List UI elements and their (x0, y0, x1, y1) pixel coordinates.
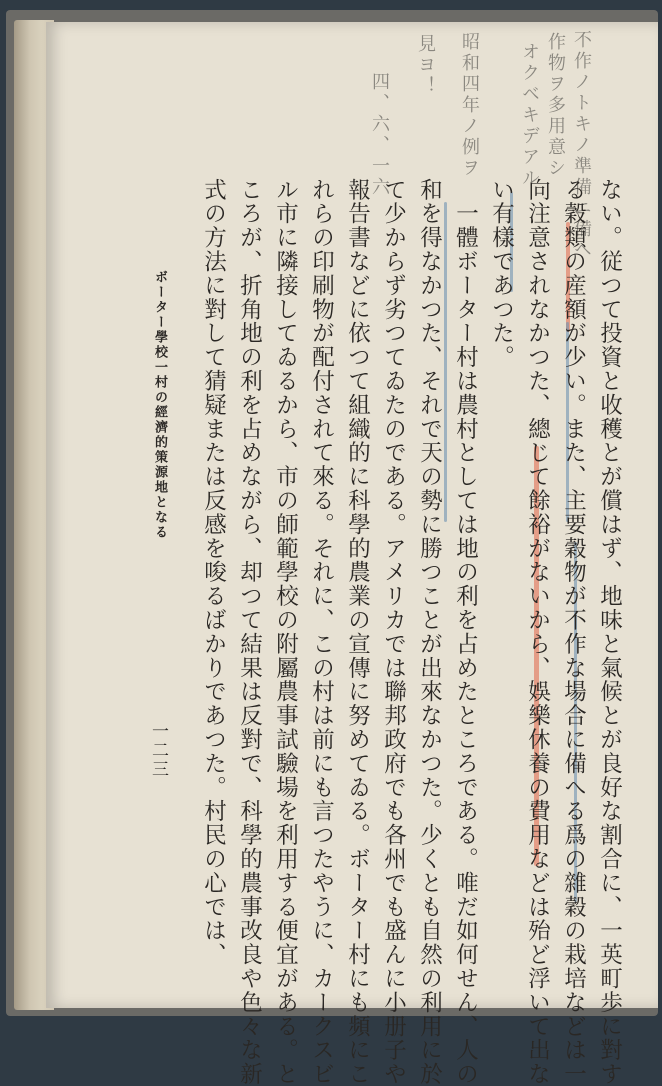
text-line: れらの印刷物が配付されて來る。それに、この村は前にも言つたやうに、カークスビ (308, 178, 335, 1086)
handwritten-note: 四、六、一六 (369, 72, 390, 198)
text-line: 式の方法に對して猜疑または反感を唆るばかりであつた。村民の心では、 (200, 178, 227, 967)
text-line: て少からず劣つてゐたのである。アメリカでは聯邦政府でも各州でも盛んに小册子や (380, 178, 407, 1086)
page-number: 一二三 (148, 722, 168, 779)
text-line: 向注意されなかつた、總じて餘裕がないから、娛樂休養の費用などは殆ど浮いて出な (524, 178, 551, 1086)
text-line: 和を得なかつた、それで天の勢に勝つことが出來なかつた。少くとも自然の利用に於 (416, 178, 443, 1086)
handwritten-note: オクベキデアル (519, 42, 540, 189)
text-line: る穀類の産額が少い。また、主要穀物が不作な場合に備へる爲の雜穀の栽培などは一 (560, 178, 587, 1086)
blue-pencil-mark (444, 202, 447, 522)
handwritten-note: 見ヨ！ (415, 34, 436, 97)
text-line: い有樣であつた。 (488, 178, 515, 370)
handwritten-note: 作物ヲ多用意シ (545, 32, 566, 179)
text-line: ない。従つて投資と收穫とが償はず、地味と氣候とが良好な割合に、一英町歩に對す (596, 178, 623, 1086)
handwritten-note: 不作ノトキノ準備ニ備ヘ (571, 30, 592, 261)
text-line: ころが、折角地の利を占めながら、却つて結果は反對で、科學的農事改良や色々な新 (236, 178, 263, 1086)
text-line: 一體ボーター村は農村としては地の利を占めたところである。唯だ如何せん、人の (452, 178, 479, 1086)
book-page (46, 22, 658, 1086)
text-line: 報告書などに依つて組織的に科學的農業の宣傳に努めてゐる。ボーター村にも頻にこ (344, 178, 371, 1086)
text-line: ル市に隣接してゐるから、市の師範學校の附屬農事試驗場を利用する便宜がある。と (272, 178, 299, 1086)
running-head: ボーター學校一村の經濟的策源地となる (152, 270, 167, 540)
handwritten-note: 昭和四年ノ例ヲ (459, 32, 480, 179)
